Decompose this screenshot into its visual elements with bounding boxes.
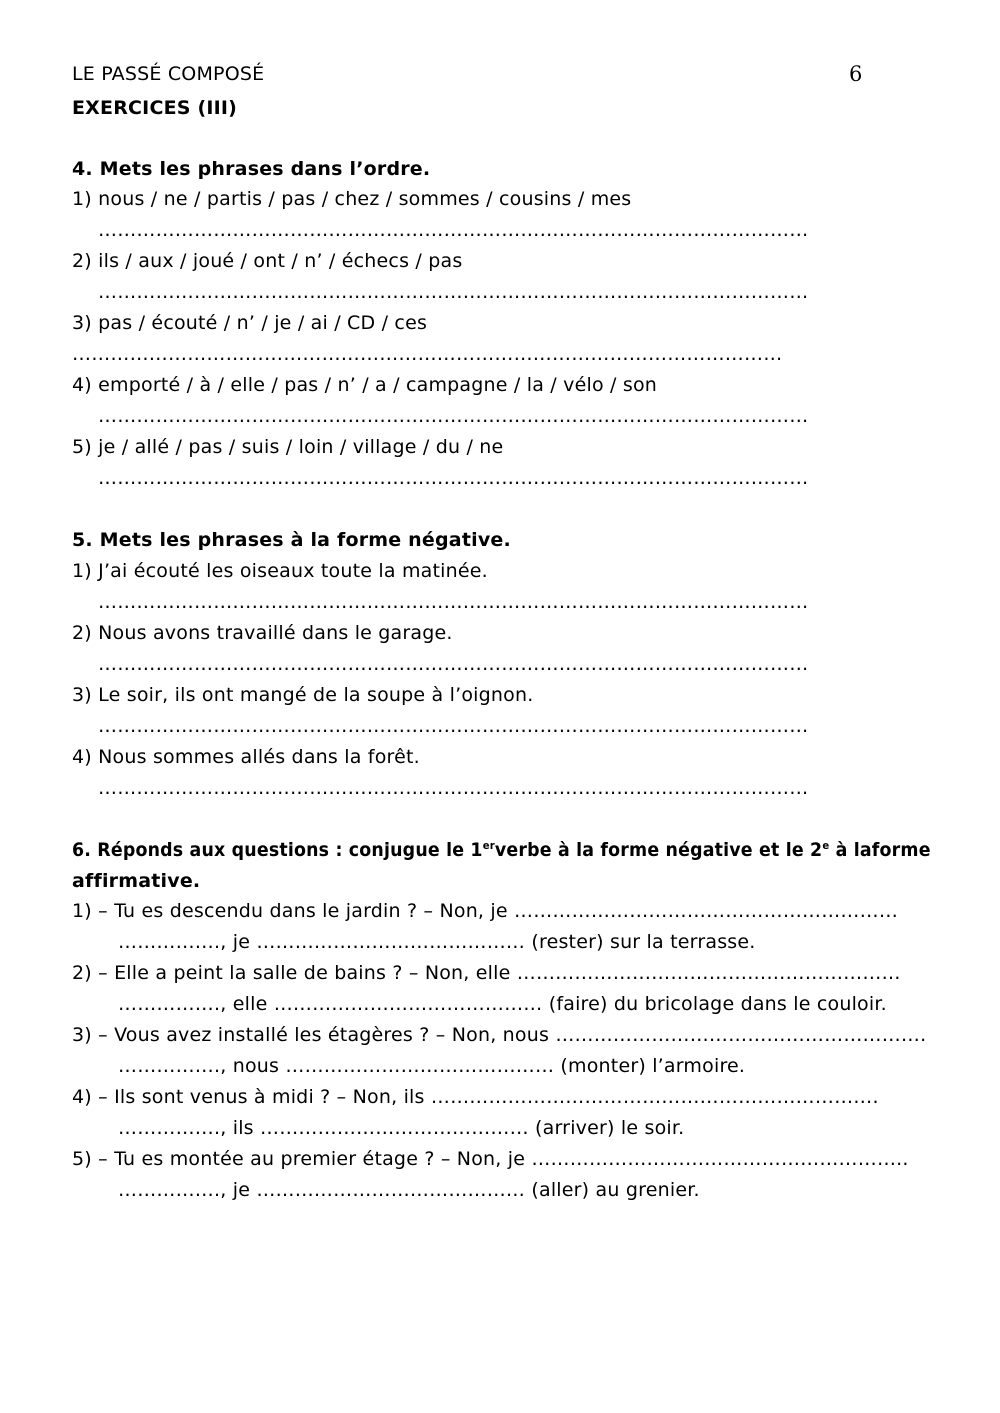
ex5-answer-line-1[interactable]: …………………………………………………………………………………………………	[98, 591, 809, 613]
ex5-answer-line-3[interactable]: …………………………………………………………………………………………………	[98, 715, 809, 737]
ex4-item-5: 5) je / allé / pas / suis / loin / village / du / ne	[72, 436, 504, 458]
ex5-item-3: 3) Le soir, ils ont mangé de la soupe à l’oignon.	[72, 684, 534, 706]
ex5-item-4: 4) Nous sommes allés dans la forêt.	[72, 746, 420, 768]
ex6-heading-line-2: affirmative.	[72, 870, 201, 892]
ex4-item-3: 3) pas / écouté / n’ / je / ai / CD / ces	[72, 312, 428, 334]
ex6-heading-sup1: er	[482, 839, 495, 852]
page-number: 6	[849, 62, 863, 86]
ex5-item-1: 1) J’ai écouté les oiseaux toute la matinée.	[72, 560, 488, 582]
ex4-answer-line-2[interactable]: …………………………………………………………………………………………………	[98, 281, 809, 303]
ex6-heading-part1: 6. Réponds aux questions : conjugue le 1	[72, 839, 483, 861]
ex4-item-1: 1) nous / ne / partis / pas / chez / sommes / cousins / mes	[72, 188, 632, 210]
ex6-heading-part3: à laforme	[829, 839, 931, 861]
ex5-answer-line-4[interactable]: …………………………………………………………………………………………………	[98, 777, 809, 799]
ex4-answer-line-4[interactable]: …………………………………………………………………………………………………	[98, 405, 809, 427]
ex6-answer-5[interactable]: ……………., je …………………………………… (aller) au grenier.	[118, 1179, 700, 1201]
ex4-item-2: 2) ils / aux / joué / ont / n’ / échecs / pas	[72, 250, 463, 272]
ex4-heading: 4. Mets les phrases dans l’ordre.	[72, 158, 431, 180]
ex4-answer-line-5[interactable]: …………………………………………………………………………………………………	[98, 467, 809, 489]
ex6-question-1[interactable]: 1) – Tu es descendu dans le jardin ? – Non, je ……………………………………………………	[72, 900, 899, 922]
ex6-answer-4[interactable]: ……………., ils …………………………………… (arriver) le soir.	[118, 1117, 685, 1139]
ex6-answer-3[interactable]: ……………., nous …………………………………… (monter) l’armoire.	[118, 1055, 746, 1077]
exercises-subtitle: EXERCICES (III)	[72, 97, 238, 119]
ex4-item-4: 4) emporté / à / elle / pas / n’ / a / campagne / la / vélo / son	[72, 374, 658, 396]
ex6-answer-1[interactable]: ……………., je …………………………………… (rester) sur la terrasse.	[118, 931, 756, 953]
ex6-heading-sup2: e	[822, 839, 830, 852]
ex6-question-2[interactable]: 2) – Elle a peint la salle de bains ? – Non, elle ……………………………………………………	[72, 962, 901, 984]
ex6-heading-part2: verbe à la forme négative et le 2	[494, 839, 823, 861]
ex5-heading: 5. Mets les phrases à la forme négative.	[72, 529, 511, 551]
ex6-question-5[interactable]: 5) – Tu es montée au premier étage ? – Non, je …………………………………………………..	[72, 1148, 909, 1170]
ex6-question-3[interactable]: 3) – Vous avez installé les étagères ? – Non, nous ………………………………………………….	[72, 1024, 927, 1046]
ex5-item-2: 2) Nous avons travaillé dans le garage.	[72, 622, 453, 644]
ex6-question-4[interactable]: 4) – Ils sont venus à midi ? – Non, ils …………………………………………………………….	[72, 1086, 879, 1108]
worksheet-title: LE PASSÉ COMPOSÉ	[72, 63, 265, 85]
ex6-heading	[72, 838, 931, 862]
ex6-answer-2[interactable]: ……………., elle …………………………………… (faire) du bricolage dans le couloir.	[118, 993, 887, 1015]
ex4-answer-line-3[interactable]: …………………………………………………………………………………………………	[72, 343, 783, 365]
ex5-answer-line-2[interactable]: …………………………………………………………………………………………………	[98, 653, 809, 675]
ex4-answer-line-1[interactable]: …………………………………………………………………………………………………	[98, 219, 809, 241]
